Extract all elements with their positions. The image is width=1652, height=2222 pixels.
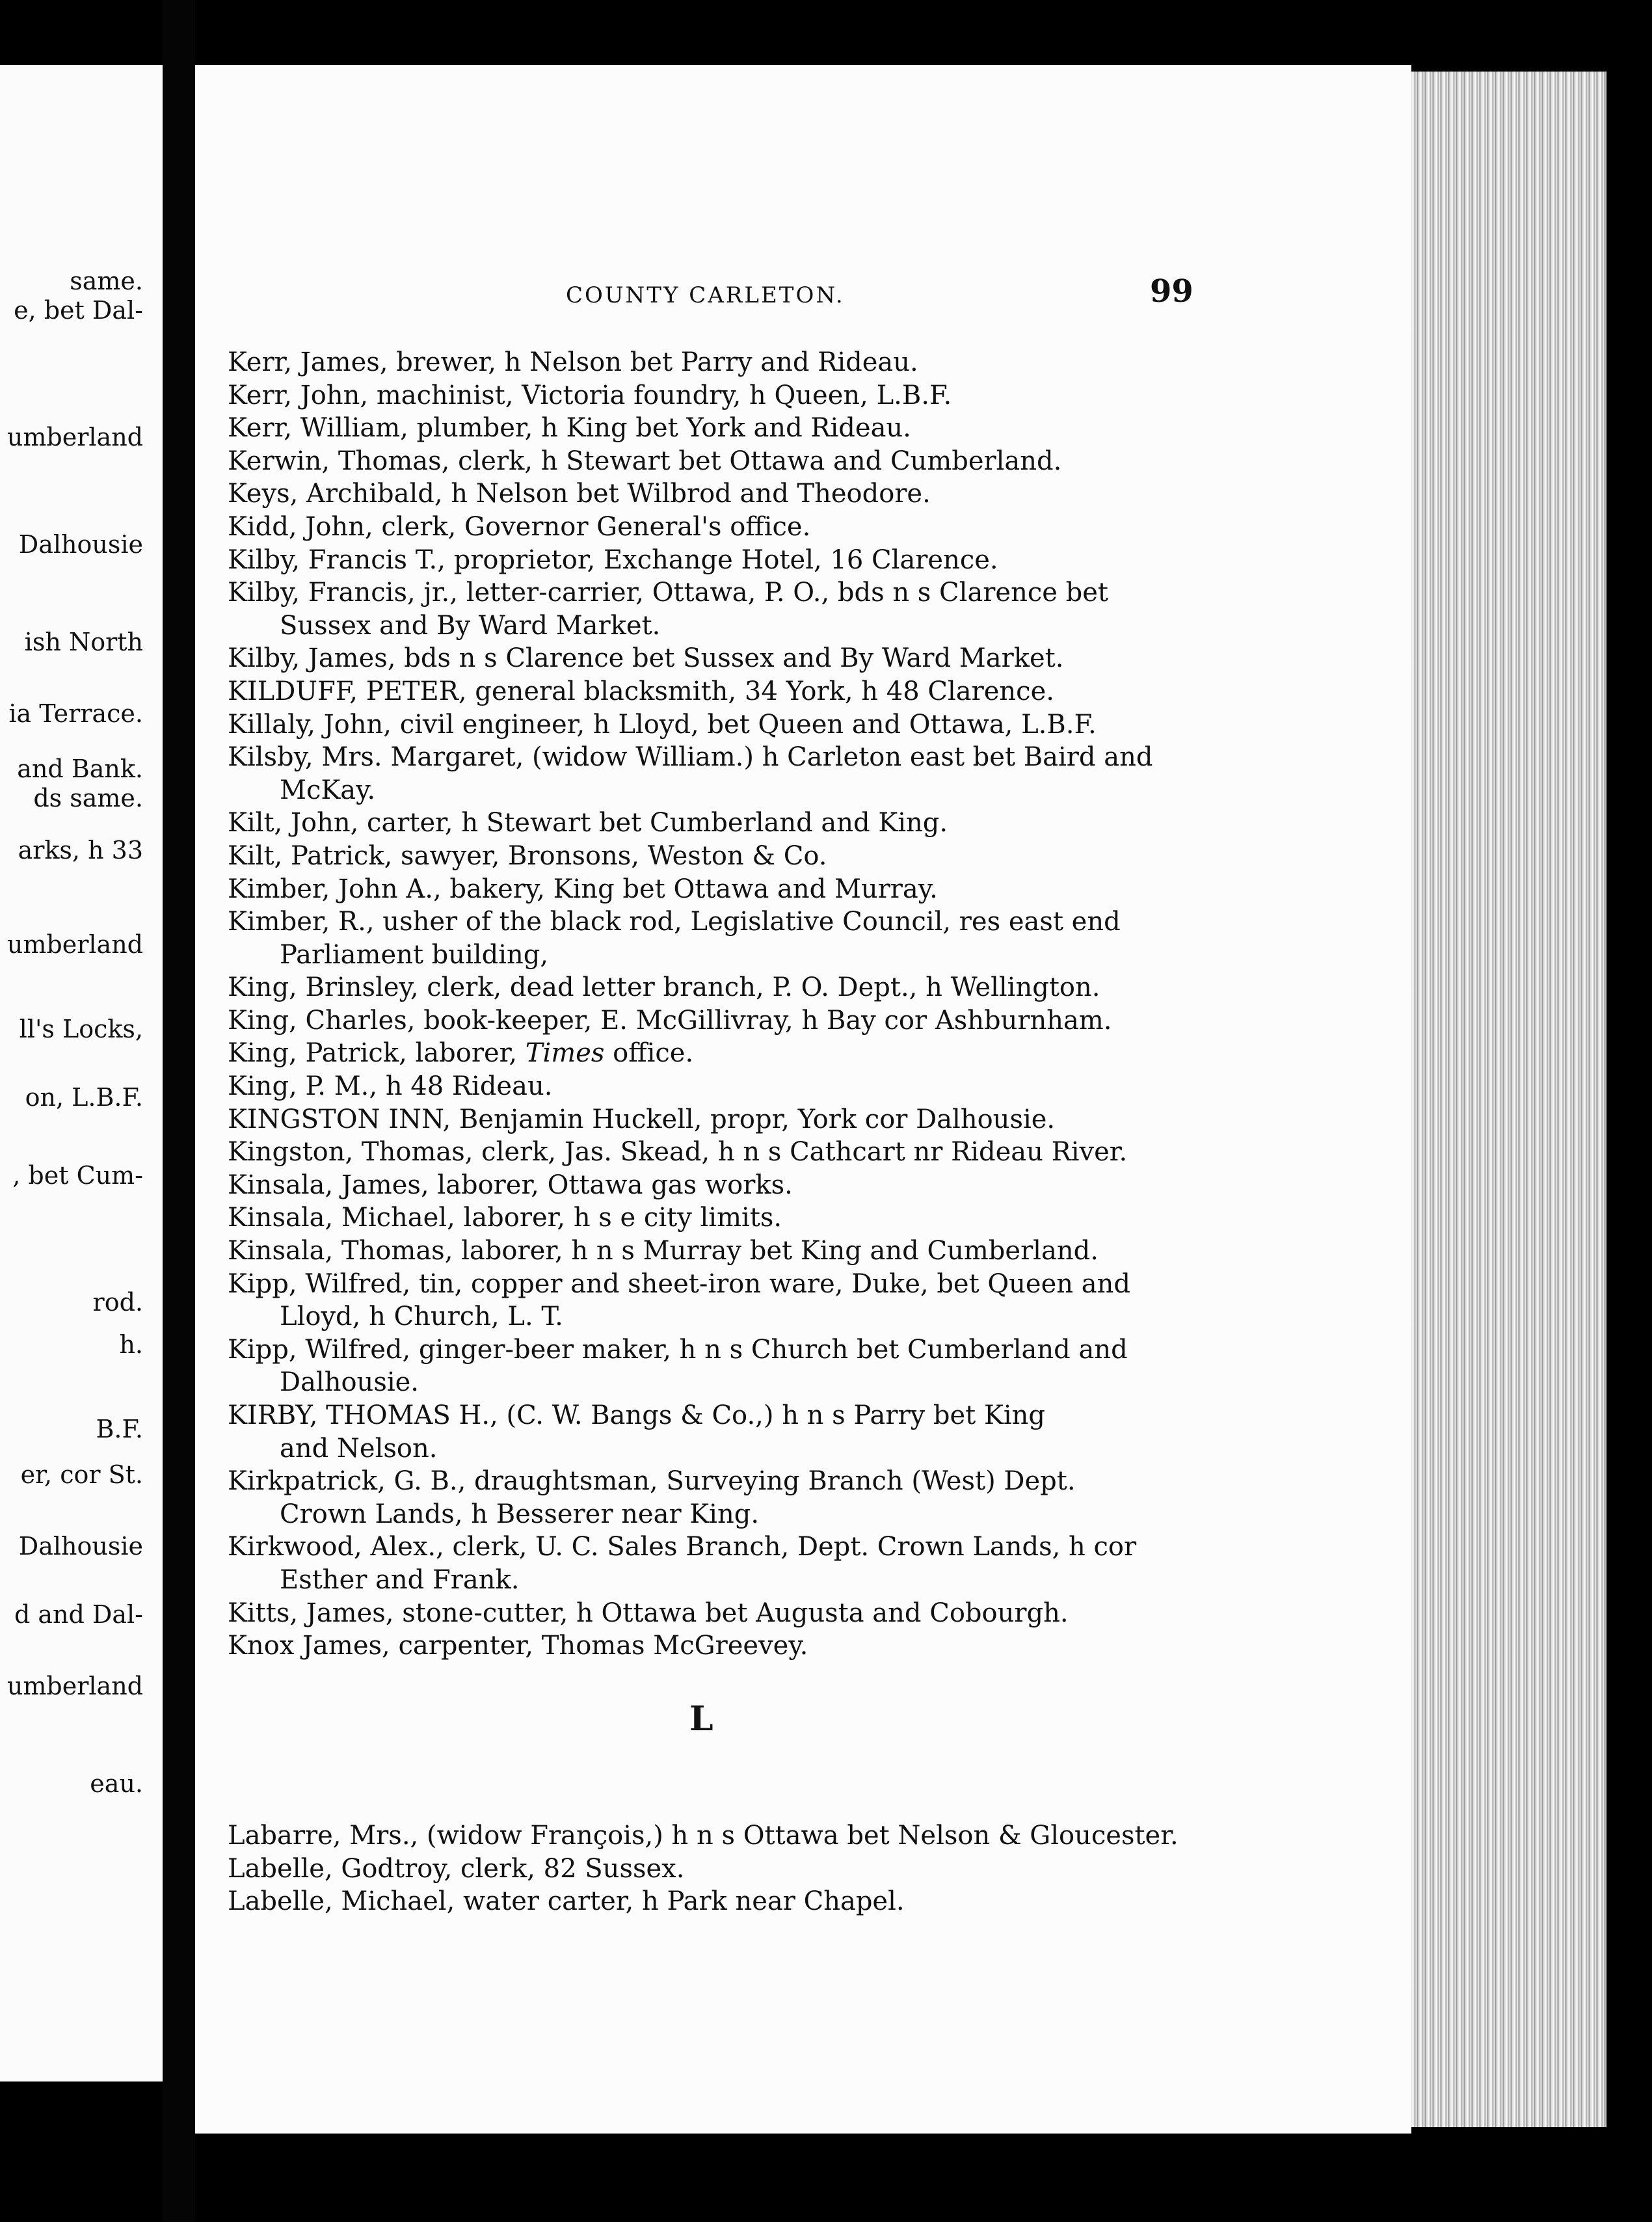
left-page-text: ish North (24, 628, 143, 656)
left-page-text: ds same. (33, 784, 143, 812)
entry-line: Killaly, John, civil engineer, h Lloyd, bet Queen and Ottawa, L.B.F. (228, 709, 1097, 740)
left-page-text: , bet Cum- (12, 1161, 143, 1190)
entry-line: KIRBY, THOMAS H., (C. W. Bangs & Co.,) h n s Parry bet King (228, 1400, 1046, 1430)
entry-line: Labelle, Godtroy, clerk, 82 Sussex. (228, 1853, 685, 1884)
entry-list-l (228, 1819, 1179, 1918)
left-page-text: arks, h 33 (18, 836, 143, 864)
entry-line: Kerr, William, plumber, h King bet York and Rideau. (228, 413, 911, 444)
page-edges (1411, 72, 1606, 2127)
directory-entry (228, 576, 1171, 642)
entry-line: King, P. M., h 48 Rideau. (228, 1071, 553, 1102)
directory-entry (228, 1885, 1171, 1918)
left-page-text: rod. (92, 1288, 143, 1317)
directory-entry (228, 1853, 1171, 1886)
directory-entry (228, 1169, 1171, 1202)
directory-entry (228, 642, 1171, 675)
entry-continuation-line: McKay. (280, 775, 376, 805)
directory-entry (228, 971, 1171, 1004)
directory-entry (228, 1629, 1171, 1663)
directory-entry (228, 477, 1171, 511)
directory-entry (228, 1103, 1171, 1136)
entry-continuation-line: Crown Lands, h Besserer near King. (280, 1499, 760, 1529)
entry-continuation-line: Lloyd, h Church, L. T. (280, 1302, 563, 1332)
directory-entry (228, 1399, 1171, 1465)
directory-entry (228, 1465, 1171, 1531)
entry-line: Kipp, Wilfred, ginger-beer maker, h n s Church bet Cumberland and (228, 1334, 1128, 1365)
left-page-text: Dalhousie (18, 530, 143, 559)
entry-line: Kinsala, Michael, laborer, h s e city limits. (228, 1203, 782, 1233)
directory-entry (228, 840, 1171, 873)
entry-line: King, Brinsley, clerk, dead letter branch, P. O. Dept., h Wellington. (228, 972, 1100, 1003)
entry-line: Kilsby, Mrs. Margaret, (widow William.) h Carleton east bet Baird and (228, 742, 1153, 773)
left-page-text: umberland (7, 423, 143, 451)
left-page-text: B.F. (96, 1415, 143, 1443)
entry-line: Kingston, Thomas, clerk, Jas. Skead, h n s Cathcart nr Rideau River. (228, 1137, 1128, 1168)
directory-entry (228, 1070, 1171, 1103)
left-page-text: d and Dal- (14, 1600, 143, 1629)
directory-entry (228, 1597, 1171, 1630)
entry-line: Kerr, James, brewer, h Nelson bet Parry and Rideau. (228, 347, 918, 377)
left-page-text: on, L.B.F. (25, 1083, 143, 1112)
directory-entry (228, 1819, 1179, 1853)
italic-title: Times (525, 1038, 605, 1069)
left-page-text: same. (70, 267, 143, 295)
directory-entry (228, 708, 1171, 742)
entry-line: Knox James, carpenter, Thomas McGreevey. (228, 1631, 808, 1661)
directory-entry (228, 905, 1171, 971)
directory-entry (228, 511, 1171, 544)
left-page-fragment (0, 65, 163, 2081)
entry-line: King, Patrick, laborer, Times office. (228, 1038, 694, 1069)
entry-line: Kipp, Wilfred, tin, copper and sheet-iron ware, Duke, bet Queen and (228, 1268, 1130, 1299)
directory-entry (228, 807, 1171, 840)
directory-entry (228, 1201, 1171, 1235)
entry-list-k (228, 346, 1171, 1663)
directory-entry (228, 741, 1171, 807)
directory-entry (228, 1136, 1171, 1169)
entry-line: Kitts, James, stone-cutter, h Ottawa bet Augusta and Cobourgh. (228, 1598, 1069, 1628)
left-page-text: ll's Locks, (19, 1015, 143, 1043)
entry-line: Kilt, John, carter, h Stewart bet Cumberland and King. (228, 808, 948, 838)
book-gutter (163, 0, 195, 2222)
header-title: COUNTY CARLETON. (566, 282, 845, 308)
left-page-text: e, bet Dal- (14, 296, 143, 325)
entry-line: King, Charles, book-keeper, E. McGillivray, h Bay cor Ashburnham. (228, 1005, 1112, 1036)
entry-continuation-line: and Nelson. (280, 1433, 438, 1464)
entry-line: Labelle, Michael, water carter, h Park near Chapel. (228, 1886, 905, 1917)
entry-line: Kerr, John, machinist, Victoria foundry, h Queen, L.B.F. (228, 380, 952, 410)
left-page-text: and Bank. (17, 755, 143, 783)
entry-continuation-line: Sussex and By Ward Market. (280, 610, 661, 641)
entry-continuation-line: Dalhousie. (280, 1367, 420, 1398)
entry-line: Kirkpatrick, G. B., draughtsman, Surveying Branch (West) Dept. (228, 1466, 1076, 1497)
entry-line: Kilt, Patrick, sawyer, Bronsons, Weston & Co. (228, 840, 827, 871)
entry-line: Kerwin, Thomas, clerk, h Stewart bet Ottawa and Cumberland. (228, 446, 1062, 476)
directory-entry (228, 1004, 1171, 1037)
entry-line: Keys, Archibald, h Nelson bet Wilbrod and Theodore. (228, 479, 931, 509)
entry-line: Kirkwood, Alex., clerk, U. C. Sales Branch, Dept. Crown Lands, h cor (228, 1532, 1137, 1562)
entry-continuation-line: Parliament building, (280, 939, 549, 970)
entry-line: Kilby, Francis T., proprietor, Exchange Hotel, 16 Clarence. (228, 544, 998, 575)
directory-entry (228, 1268, 1171, 1333)
directory-entry (228, 1037, 1171, 1070)
entry-line: Kimber, R., usher of the black rod, Legislative Council, res east end (228, 907, 1121, 937)
directory-entry (228, 412, 1171, 445)
page-number: 99 (1150, 273, 1193, 310)
directory-entry (228, 445, 1171, 478)
left-page-text: umberland (7, 930, 143, 959)
section-letter: L (689, 1699, 713, 1739)
entry-line: KINGSTON INN, Benjamin Huckell, propr, York cor Dalhousie. (228, 1104, 1056, 1134)
entry-line: Kidd, John, clerk, Governor General's office. (228, 511, 811, 542)
directory-entry (228, 544, 1171, 577)
directory-entry (228, 1531, 1171, 1596)
entry-line: Labarre, Mrs., (widow François,) h n s Ottawa bet Nelson & Gloucester. (228, 1821, 1179, 1851)
entry-continuation-line: Esther and Frank. (280, 1564, 520, 1595)
directory-entry (228, 346, 1171, 379)
entry-line: KILDUFF, PETER, general blacksmith, 34 York, h 48 Clarence. (228, 676, 1054, 706)
directory-entry (228, 1333, 1171, 1399)
directory-entry (228, 675, 1171, 708)
directory-entry (228, 873, 1171, 906)
directory-entry (228, 1235, 1171, 1268)
directory-entry (228, 379, 1171, 412)
running-header (195, 273, 1411, 312)
entry-line: Kimber, John A., bakery, King bet Ottawa and Murray. (228, 874, 938, 904)
entry-line: Kinsala, James, laborer, Ottawa gas works. (228, 1170, 793, 1200)
entry-line: Kilby, James, bds n s Clarence bet Sussex and By Ward Market. (228, 643, 1064, 674)
left-page-text: ia Terrace. (8, 699, 143, 728)
entry-line: Kilby, Francis, jr., letter-carrier, Ottawa, P. O., bds n s Clarence bet (228, 578, 1108, 608)
left-page-text: h. (119, 1330, 143, 1359)
entry-line: Kinsala, Thomas, laborer, h n s Murray bet King and Cumberland. (228, 1236, 1099, 1266)
left-page-text: umberland (7, 1672, 143, 1700)
left-page-text: eau. (90, 1769, 143, 1798)
left-page-text: er, cor St. (20, 1460, 143, 1489)
directory-page (195, 65, 1411, 2134)
left-page-text: Dalhousie (18, 1532, 143, 1560)
